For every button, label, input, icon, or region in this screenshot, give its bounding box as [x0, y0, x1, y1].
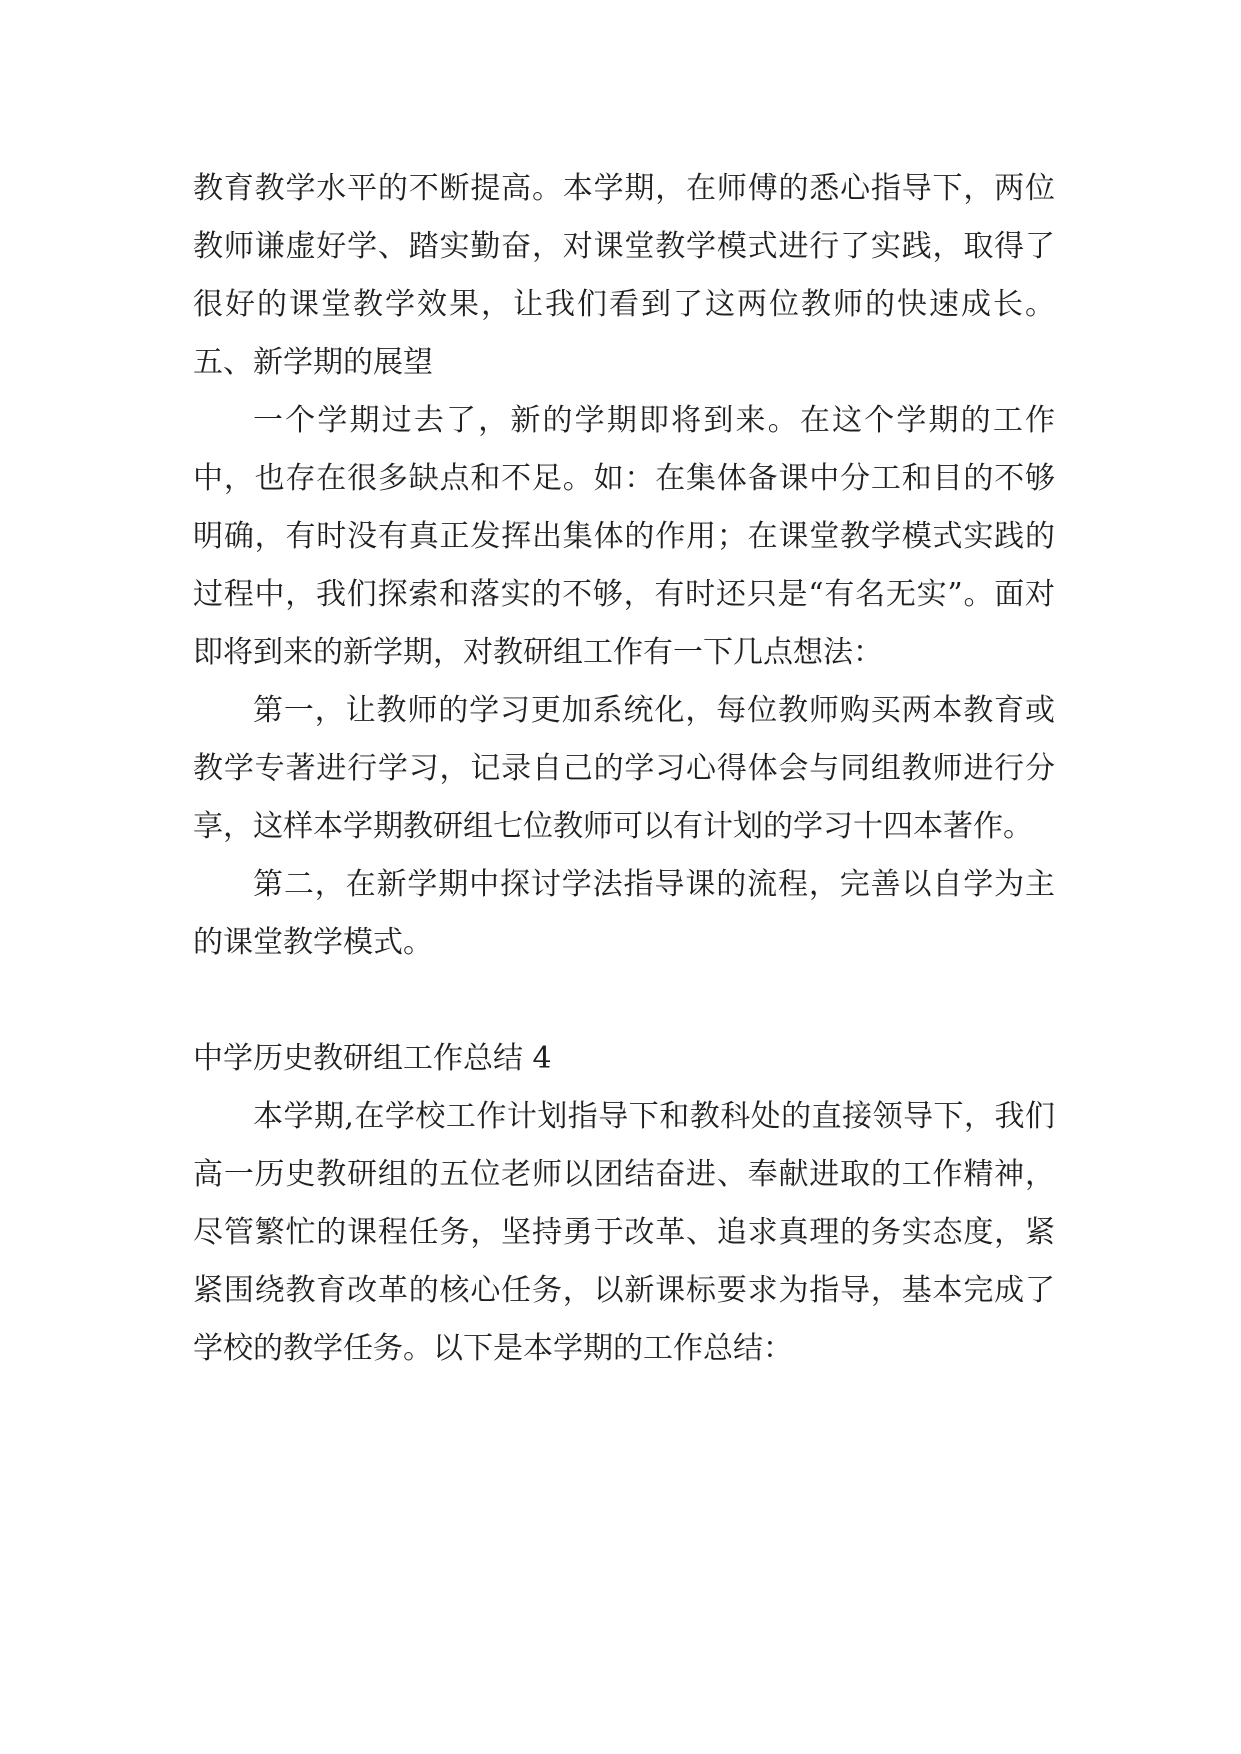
section-title: 中学历史教研组工作总结 4 [193, 1041, 552, 1076]
paragraph-continuation: 教育教学水平的不断提高。本学期，在师傅的悉心指导下，两位教师谦虚好学、踏实勤奋，对课堂教学模式进行了实践，取得了很好的课堂教学效果，让我们看到了这两位教师的快速成长。五、新学期的展望 [193, 171, 1055, 380]
document-body [193, 160, 1055, 1378]
paragraph-first-point: 第一，让教师的学习更加系统化，每位教师购买两本教育或教学专著进行学习，记录自己的学习心得体会与同组教师进行分享，这样本学期教研组七位教师可以有计划的学习十四本著作。 [193, 693, 1055, 844]
paragraph-outlook: 一个学期过去了，新的学期即将到来。在这个学期的工作中，也存在很多缺点和不足。如：在集体备课中分工和目的不够明确，有时没有真正发挥出集体的作用；在课堂教学模式实践的过程中，我们探索和落实的不够，有时还只是“有名无实”。面对即将到来的新学期，对教研组工作有一下几点想法： [193, 403, 1055, 670]
paragraph-section-intro: 本学期,在学校工作计划指导下和教科处的直接领导下，我们高一历史教研组的五位老师以团结奋进、奉献进取的工作精神，尽管繁忙的课程任务，坚持勇于改革、追求真理的务实态度，紧紧围绕教育改革的核心任务，以新课标要求为指导，基本完成了学校的教学任务。以下是本学期的工作总结： [193, 1099, 1055, 1366]
paragraph-second-point: 第二，在新学期中探讨学法指导课的流程，完善以自学为主的课堂教学模式。 [193, 867, 1055, 960]
